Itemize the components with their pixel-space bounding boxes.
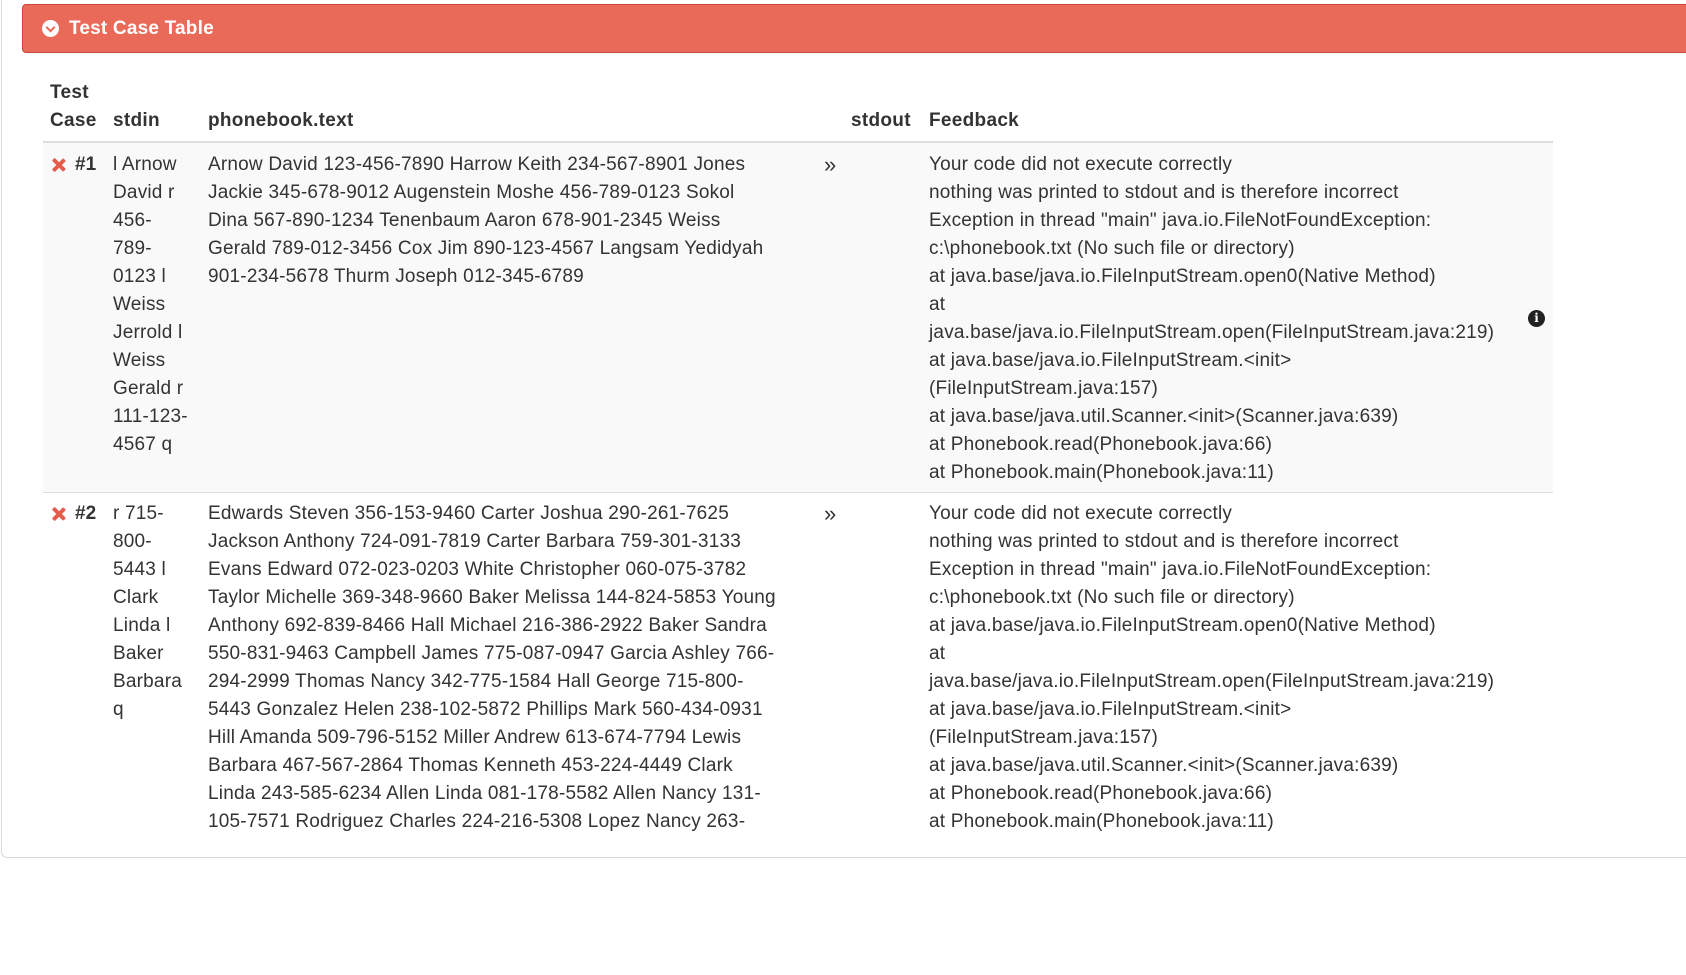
feedback-line: nothing was printed to stdout and is therefore incorrect	[929, 531, 1399, 552]
file-line: 901-234-5678 Thurm Joseph 012-345-6789	[208, 266, 584, 287]
feedback-line: (FileInputStream.java:157)	[929, 378, 1159, 399]
stdout-expand-marker[interactable]: »	[824, 152, 837, 177]
stdin-cell	[113, 500, 203, 724]
feedback-line: at java.base/java.util.Scanner.<init>(Scanner.java:639)	[929, 406, 1399, 427]
test-case-number: #1	[75, 154, 97, 175]
file-line: Jackson Anthony 724-091-7819 Carter Barbara 759-301-3133	[208, 531, 741, 552]
file-line: Dina 567-890-1234 Tenenbaum Aaron 678-901-2345 Weiss	[208, 210, 721, 231]
stdin-line: 0123 l	[113, 266, 166, 287]
feedback-line: nothing was printed to stdout and is therefore incorrect	[929, 182, 1399, 203]
feedback-line: at Phonebook.read(Phonebook.java:66)	[929, 434, 1273, 455]
stdin-cell	[113, 151, 203, 459]
file-line: 550-831-9463 Campbell James 775-087-0947 Garcia Ashley 766-	[208, 643, 775, 664]
feedback-line: Your code did not execute correctly	[929, 154, 1233, 175]
stdin-line: 5443 l	[113, 559, 166, 580]
file-line: Anthony 692-839-8466 Hall Michael 216-386-2922 Baker Sandra	[208, 615, 767, 636]
panel-title: Test Case Table	[69, 17, 214, 39]
header-feedback: Feedback	[929, 110, 1020, 131]
stdin-line: Barbara	[113, 671, 182, 692]
stdin-line: Gerald r	[113, 378, 184, 399]
feedback-line: Your code did not execute correctly	[929, 503, 1233, 524]
feedback-line: Exception in thread "main" java.io.FileNotFoundException:	[929, 559, 1432, 580]
fail-x-icon	[51, 507, 65, 521]
feedback-line: java.base/java.io.FileInputStream.open(FileInputStream.java:219)	[929, 671, 1495, 692]
feedback-line: at java.base/java.io.FileInputStream.open0(Native Method)	[929, 266, 1436, 287]
feedback-line: at Phonebook.main(Phonebook.java:11)	[929, 811, 1274, 832]
chevron-circle-down-icon[interactable]	[42, 20, 59, 37]
feedback-cell	[929, 500, 1529, 836]
file-line: Evans Edward 072-023-0203 White Christopher 060-075-3782	[208, 559, 747, 580]
file-line: 294-2999 Thomas Nancy 342-775-1584 Hall George 715-800-	[208, 671, 744, 692]
stdin-line: Baker	[113, 643, 164, 664]
stdin-line: q	[113, 699, 124, 720]
header-stdin: stdin	[113, 110, 160, 131]
fail-x-icon	[51, 158, 65, 172]
stdout-expand-marker[interactable]: »	[824, 501, 837, 526]
header-test-case-line1: Test	[50, 82, 89, 103]
feedback-line: at java.base/java.io.FileInputStream.<init>	[929, 699, 1292, 720]
stdin-line: Linda l	[113, 615, 171, 636]
stdin-line: l Arnow	[113, 154, 177, 175]
feedback-line: at java.base/java.util.Scanner.<init>(Scanner.java:639)	[929, 755, 1399, 776]
file-line: Arnow David 123-456-7890 Harrow Keith 234-567-8901 Jones	[208, 154, 746, 175]
stdin-line: David r	[113, 182, 175, 203]
panel-header[interactable]	[22, 4, 1686, 53]
feedback-line: at java.base/java.io.FileInputStream.open0(Native Method)	[929, 615, 1436, 636]
stdin-line: Jerrold l	[113, 322, 183, 343]
feedback-line: at Phonebook.main(Phonebook.java:11)	[929, 462, 1274, 483]
file-line: Jackie 345-678-9012 Augenstein Moshe 456-789-0123 Sokol	[208, 182, 735, 203]
feedback-line: (FileInputStream.java:157)	[929, 727, 1159, 748]
file-line: 5443 Gonzalez Helen 238-102-5872 Phillips Mark 560-434-0931	[208, 699, 763, 720]
stdin-line: r 715-	[113, 503, 164, 524]
file-line: 105-7571 Rodriguez Charles 224-216-5308 Lopez Nancy 263-	[208, 811, 746, 832]
file-cell	[208, 500, 818, 836]
feedback-line: Exception in thread "main" java.io.FileNotFoundException:	[929, 210, 1432, 231]
test-case-number: #2	[75, 503, 97, 524]
feedback-line: c:\phonebook.txt (No such file or directory)	[929, 238, 1295, 259]
file-line: Linda 243-585-6234 Allen Linda 081-178-5582 Allen Nancy 131-	[208, 783, 761, 804]
header-stdout: stdout	[851, 110, 911, 131]
file-line: Hill Amanda 509-796-5152 Miller Andrew 613-674-7794 Lewis	[208, 727, 742, 748]
file-cell	[208, 151, 818, 291]
header-test-case	[50, 79, 97, 135]
stdin-line: 800-	[113, 531, 152, 552]
file-line: Taylor Michelle 369-348-9660 Baker Melissa 144-824-5853 Young	[208, 587, 776, 608]
info-circle-icon[interactable]: i	[1528, 310, 1545, 327]
header-file: phonebook.text	[208, 110, 354, 131]
file-line: Edwards Steven 356-153-9460 Carter Joshua 290-261-7625	[208, 503, 729, 524]
stdin-line: 4567 q	[113, 434, 173, 455]
header-test-case-line2: Case	[50, 110, 97, 131]
feedback-line: at	[929, 643, 946, 664]
feedback-line: at Phonebook.read(Phonebook.java:66)	[929, 783, 1273, 804]
stdin-line: Clark	[113, 587, 159, 608]
feedback-line: c:\phonebook.txt (No such file or directory)	[929, 587, 1295, 608]
feedback-line: at java.base/java.io.FileInputStream.<init>	[929, 350, 1292, 371]
stdin-line: 789-	[113, 238, 152, 259]
stdin-line: Weiss	[113, 350, 166, 371]
feedback-line: at	[929, 294, 946, 315]
feedback-line: java.base/java.io.FileInputStream.open(FileInputStream.java:219)	[929, 322, 1495, 343]
stdin-line: 456-	[113, 210, 152, 231]
file-line: Gerald 789-012-3456 Cox Jim 890-123-4567 Langsam Yedidyah	[208, 238, 764, 259]
feedback-cell	[929, 151, 1529, 487]
stdin-line: Weiss	[113, 294, 166, 315]
file-line: Barbara 467-567-2864 Thomas Kenneth 453-224-4449 Clark	[208, 755, 733, 776]
stdin-line: 111-123-	[113, 406, 188, 427]
